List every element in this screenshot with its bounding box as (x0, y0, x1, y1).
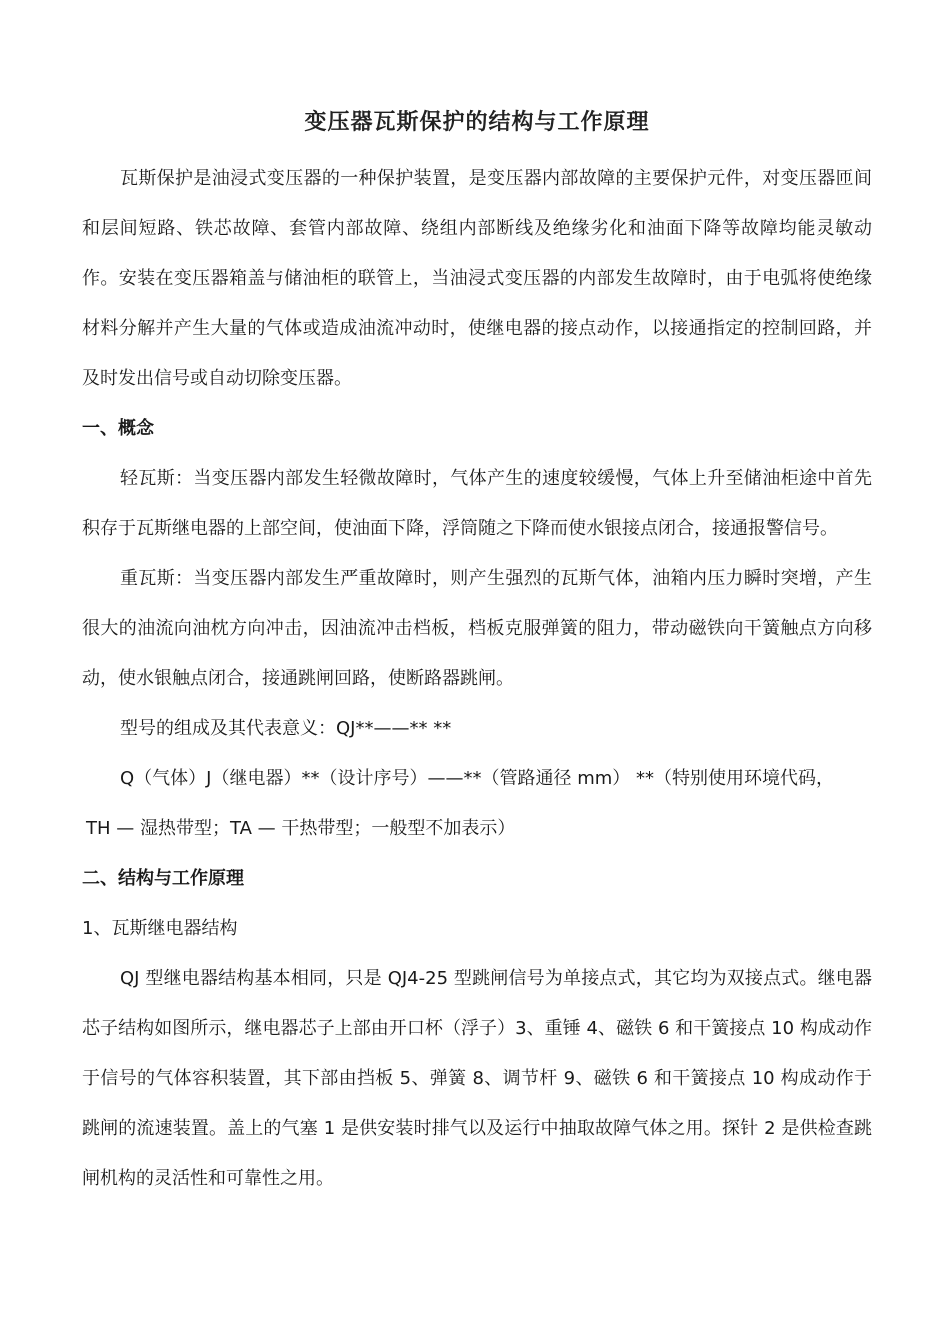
model-detail-line-1: Q（气体）J（继电器）**（设计序号）——**（管路通径 mm） **（特别使用环境代码， (120, 768, 834, 789)
intro-paragraph: 瓦斯保护是油浸式变压器的一种保护装置，是变压器内部故障的主要保护元件，对变压器匝间和层间短路、铁芯故障、套管内部故障、绕组内部断线及绝缘劣化和油面下降等故障均能灵敏动作。安装在变压器箱盖与储油柜的联管上，当油浸式变压器的内部发生故障时，由于电弧将使绝缘材料分解并产生大量的气体或造成油流冲动时，使继电器的接点动作，以接通指定的控制回路，并及时发出信号或自动切除变压器。 (82, 168, 872, 389)
document-page (82, 104, 872, 1204)
document-title: 变压器瓦斯保护的结构与工作原理 (304, 109, 650, 135)
model-line: 型号的组成及其代表意义：QJ**——** ** (120, 718, 452, 739)
section-heading-structure: 二、结构与工作原理 (82, 868, 244, 889)
model-detail-line-2: TH — 湿热带型；TA — 干热带型；一般型不加表示） (86, 818, 516, 839)
section-heading-concept: 一、概念 (82, 418, 154, 439)
structure-paragraph: QJ 型继电器结构基本相同，只是 QJ4-25 型跳闸信号为单接点式，其它均为双接点式。继电器芯子结构如图所示，继电器芯子上部由开口杯（浮子）3、重锤 4、磁铁 6 和干簧接点 10 构成动作于信号的气体容积装置，其下部由挡板 5、弹簧 8、调节杆 9、磁铁 6 和干簧接点 10 构成动作于跳闸的流速装置。盖上的气塞 1 是供安装时排气以及运行中抽取故障气体之用。探针 2 是供检查跳闸机构的灵活性和可靠性之用。 (82, 968, 872, 1189)
subsection-heading-relay-structure: 1、瓦斯继电器结构 (82, 918, 238, 939)
heavy-gas-paragraph: 重瓦斯：当变压器内部发生严重故障时，则产生强烈的瓦斯气体，油箱内压力瞬时突增，产生很大的油流向油枕方向冲击，因油流冲击档板，档板克服弹簧的阻力，带动磁铁向干簧触点方向移动，使水银触点闭合，接通跳闸回路，使断路器跳闸。 (82, 568, 872, 689)
light-gas-paragraph: 轻瓦斯：当变压器内部发生轻微故障时，气体产生的速度较缓慢，气体上升至储油柜途中首先积存于瓦斯继电器的上部空间，使油面下降，浮筒随之下降而使水银接点闭合，接通报警信号。 (82, 468, 872, 539)
